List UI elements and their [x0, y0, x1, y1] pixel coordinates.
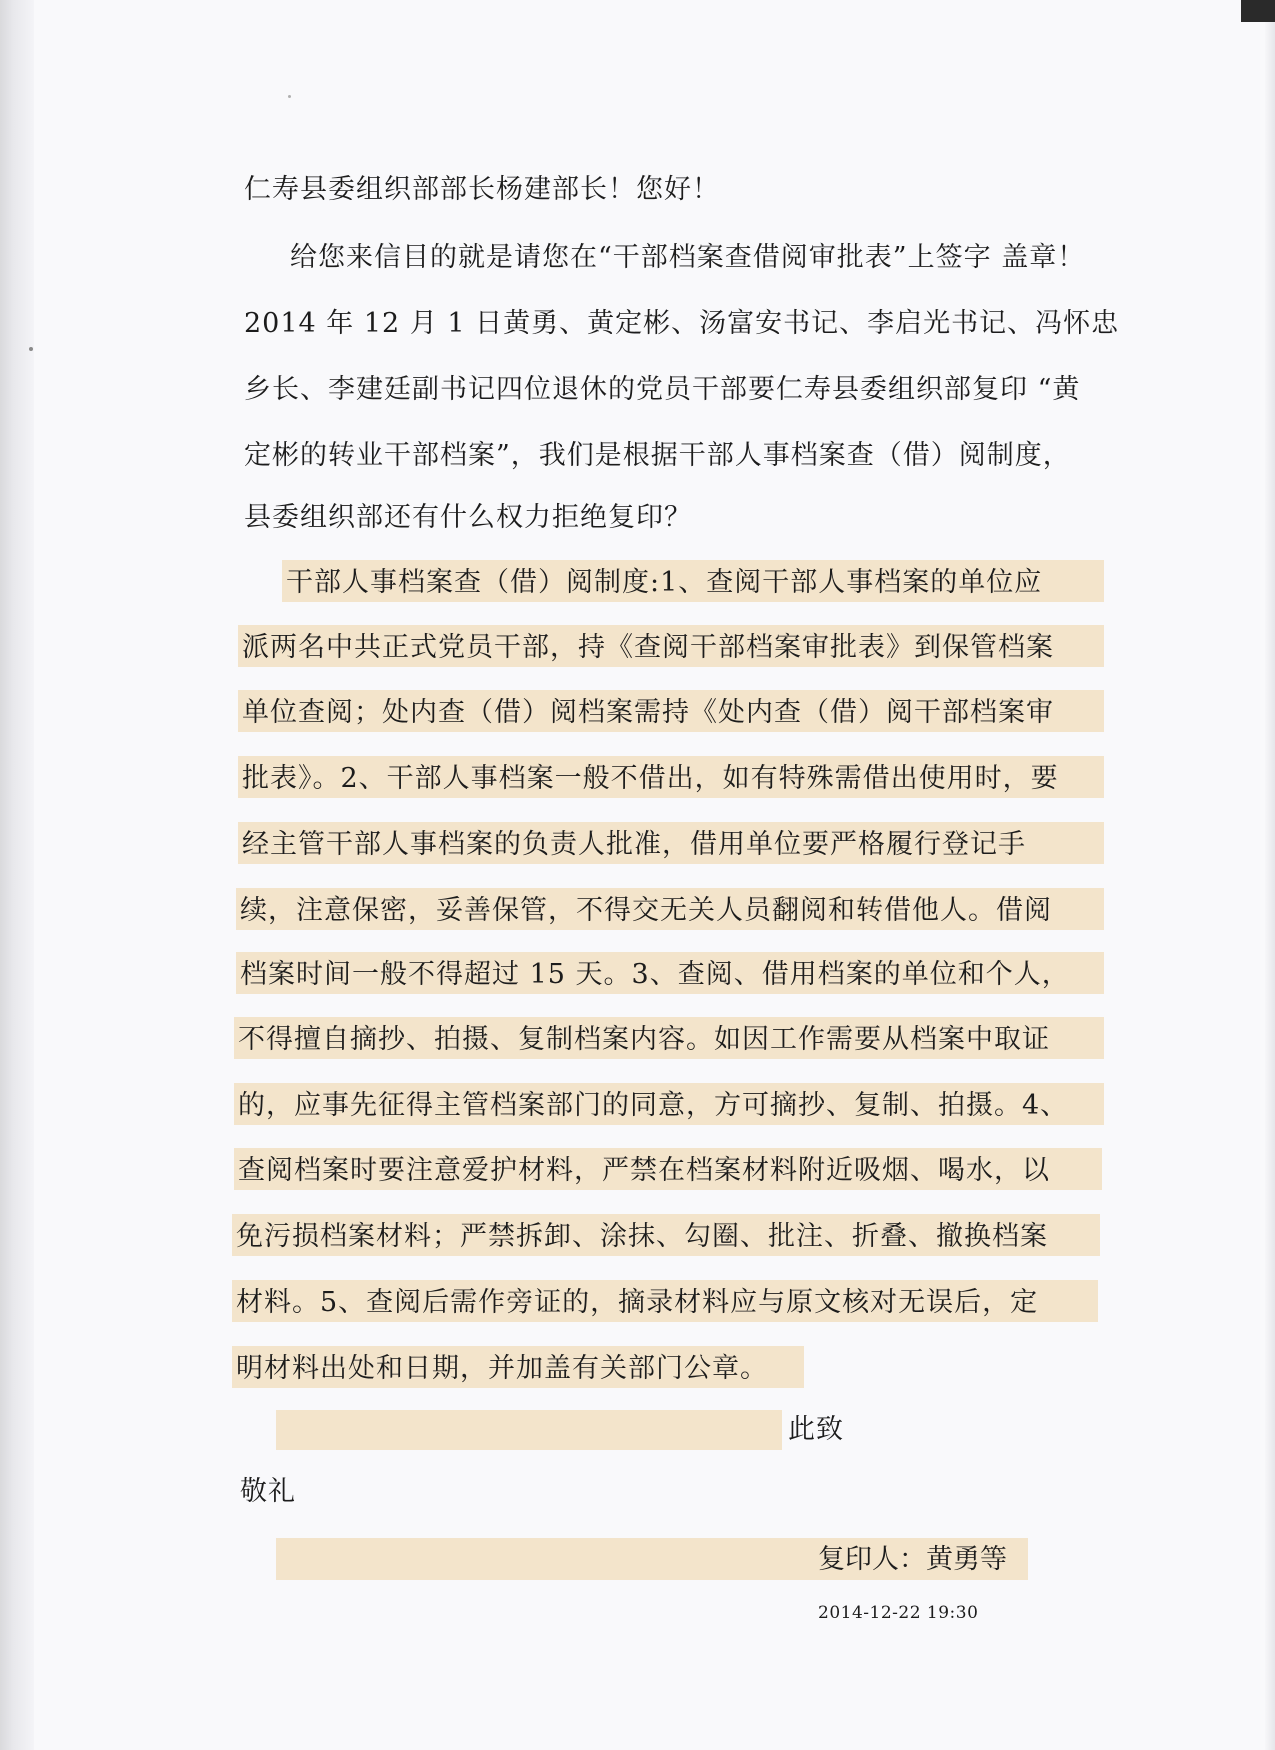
highlight-band: [276, 1410, 782, 1450]
scan-edge-right: [1265, 22, 1275, 1750]
signature: 复印人：黄勇等: [818, 1544, 1007, 1575]
closing-phrase: 此致: [788, 1414, 844, 1445]
regards: 敬礼: [240, 1476, 296, 1507]
paragraph-1-line: 给您来信目的就是请您在“干部档案查借阅审批表”上签字 盖章！: [290, 242, 1086, 273]
paragraph-1-line: 乡长、李建廷副书记四位退休的党员干部要仁寿县委组织部复印 “黄: [244, 374, 1081, 405]
paragraph-2-line: 的，应事先征得主管档案部门的同意，方可摘抄、复制、拍摄。4、: [238, 1090, 1069, 1121]
paragraph-2-line: 续，注意保密，妥善保管，不得交无关人员翻阅和转借他人。借阅: [240, 895, 1052, 926]
paragraph-2-line: 批表》。2、干部人事档案一般不借出，如有特殊需借出使用时，要: [242, 763, 1059, 794]
paragraph-1-line: 2014 年 12 月 1 日黄勇、黄定彬、汤富安书记、李启光书记、冯怀忠: [244, 308, 1120, 339]
paragraph-2-line: 免污损档案材料；严禁拆卸、涂抹、勾圈、批注、折叠、撤换档案: [236, 1221, 1048, 1252]
scan-edge-left: [0, 0, 34, 1750]
paragraph-2-line: 不得擅自摘抄、拍摄、复制档案内容。如因工作需要从档案中取证: [238, 1024, 1050, 1055]
paragraph-2-line: 干部人事档案查（借）阅制度:1、查阅干部人事档案的单位应: [286, 567, 1043, 598]
scan-corner: [1241, 0, 1275, 22]
paragraph-1-line: 县委组织部还有什么权力拒绝复印？: [244, 502, 692, 533]
date: 2014-12-22 19:30: [818, 1603, 979, 1623]
paragraph-2-line: 经主管干部人事档案的负责人批准，借用单位要严格履行登记手: [242, 829, 1026, 860]
paragraph-2-line: 单位查阅；处内查（借）阅档案需持《处内查（借）阅干部档案审: [242, 697, 1054, 728]
paragraph-2-line: 档案时间一般不得超过 15 天。3、查阅、借用档案的单位和个人，: [240, 959, 1070, 990]
paragraph-2-line: 材料。5、查阅后需作旁证的，摘录材料应与原文核对无误后，定: [236, 1287, 1039, 1318]
paragraph-2-line: 派两名中共正式党员干部，持《查阅干部档案审批表》到保管档案: [242, 632, 1054, 663]
salutation: 仁寿县委组织部部长杨建部长！您好！: [244, 174, 720, 205]
paragraph-2-line: 查阅档案时要注意爱护材料，严禁在档案材料附近吸烟、喝水，以: [238, 1155, 1050, 1186]
scan-speck: [288, 95, 291, 98]
paragraph-2-line: 明材料出处和日期，并加盖有关部门公章。: [236, 1353, 768, 1384]
scan-speck: [29, 347, 33, 351]
paragraph-1-line: 定彬的转业干部档案”，我们是根据干部人事档案查（借）阅制度，: [244, 440, 1071, 471]
